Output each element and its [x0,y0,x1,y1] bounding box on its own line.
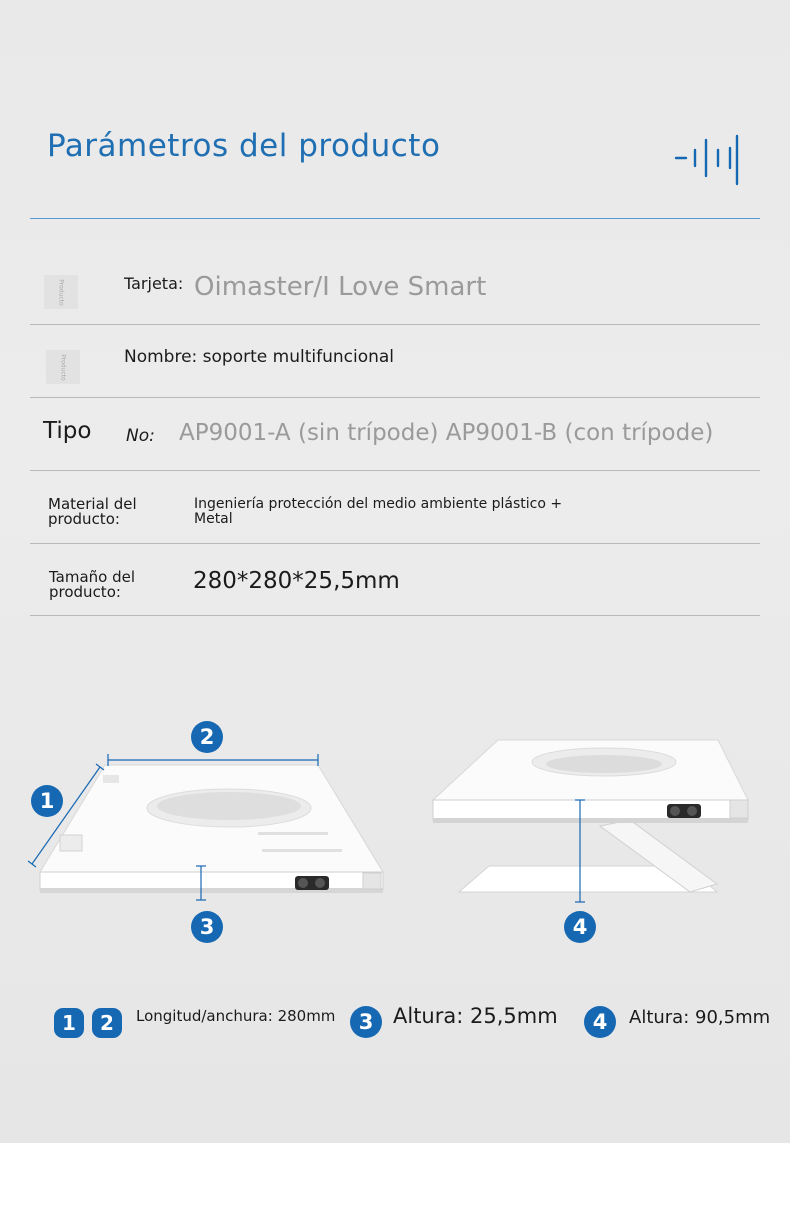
page-title: Parámetros del producto [47,128,441,164]
product-name: Nombre: soporte multifuncional [124,347,395,367]
model-number-label: No: [126,426,155,446]
size-label-line1: Tamaño del [49,568,136,586]
product-badge: Producto [44,275,78,309]
marker-3: 3 [191,911,223,943]
legend-badge-4: 4 [584,1006,616,1038]
brand-value: Oimaster/I Love Smart [194,272,487,302]
model-value: AP9001-A (sin trípode) AP9001-B (con trípode) [179,420,714,446]
material-value-line1: Ingeniería protección del medio ambiente plástico + [194,496,563,512]
product-badge: Producto [46,350,80,384]
legend-badge-3: 3 [350,1006,382,1038]
marker-1: 1 [31,785,63,817]
marker-4: 4 [564,911,596,943]
marker-2: 2 [191,721,223,753]
length-width-text: Longitud/anchura: 280mm [136,1007,336,1025]
material-value-line2: Metal [194,511,233,527]
material-label-line2: producto: [48,510,120,528]
size-value: 280*280*25,5mm [193,568,400,594]
brand-label: Tarjeta: [124,274,184,293]
size-label-line2: producto: [49,583,121,601]
flat-stand-image [40,765,383,893]
raised-stand-image [433,740,748,892]
material-label-line1: Material del [48,495,137,513]
legend-badge-1: 1 [54,1008,84,1038]
height-raised-text: Altura: 90,5mm [629,1007,771,1028]
legend-badge-2: 2 [92,1008,122,1038]
height-flat-text: Altura: 25,5mm [393,1004,558,1028]
model-label: Tipo [43,418,92,444]
